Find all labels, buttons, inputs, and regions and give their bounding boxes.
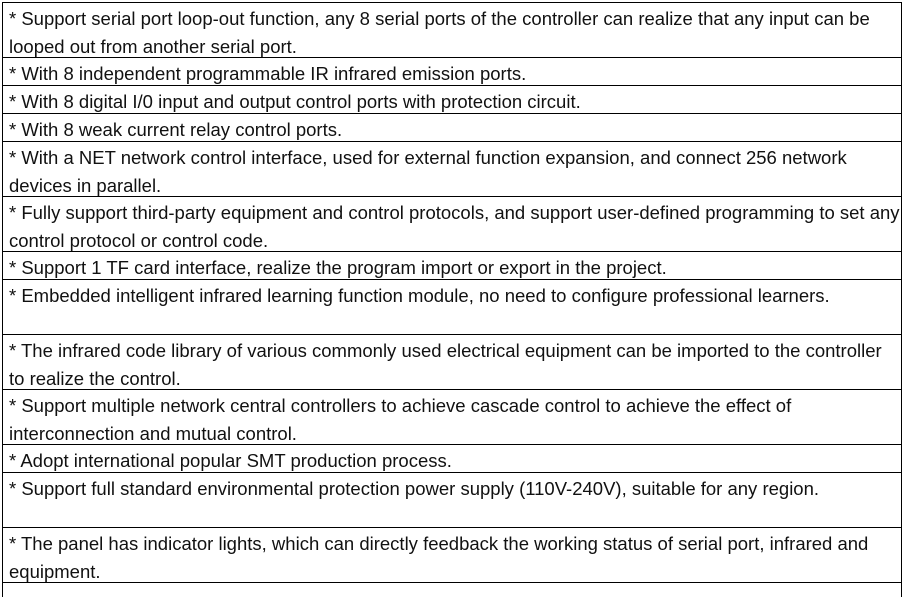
feature-row: * Support full standard environmental protection power supply (110V-240V), suitable for any region. [3,473,901,528]
feature-row: * Support 1 TF card interface, realize the program import or export in the project. [3,252,901,280]
feature-table [2,2,902,597]
feature-row: * With a NET network control interface, used for external function expansion, and connect 256 network devices in parallel. [3,142,901,197]
feature-row: * With 8 weak current relay control ports. [3,114,901,142]
feature-row: * Adopt international popular SMT production process. [3,445,901,473]
feature-row: * Support serial port loop-out function, any 8 serial ports of the controller can realize that any input can be looped out from another serial port. [3,3,901,58]
feature-row: * The infrared code library of various commonly used electrical equipment can be imported to the controller to realize the control. [3,335,901,390]
feature-row: * Fully support third-party equipment and control protocols, and support user-defined programming to set any control protocol or control code. [3,197,901,252]
feature-row: * With 8 digital I/0 input and output control ports with protection circuit. [3,86,901,114]
feature-row: * With 8 independent programmable IR infrared emission ports. [3,58,901,86]
feature-row: * Embedded intelligent infrared learning function module, no need to configure professional learners. [3,280,901,335]
feature-row: * Support multiple network central controllers to achieve cascade control to achieve the effect of interconnection and mutual control. [3,390,901,445]
feature-row: * The panel has indicator lights, which can directly feedback the working status of serial port, infrared and equipment. [3,528,901,583]
